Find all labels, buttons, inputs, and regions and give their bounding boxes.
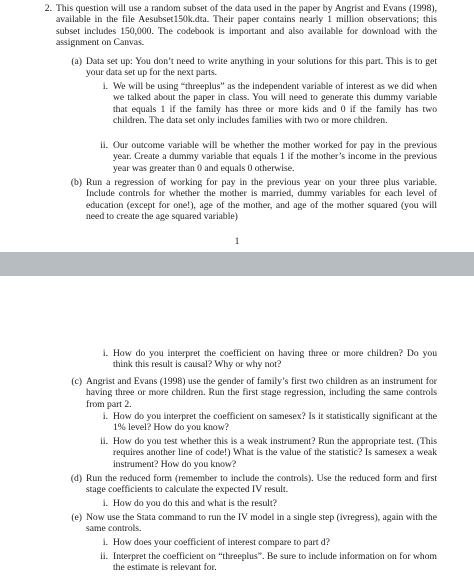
page-separator [0, 252, 474, 276]
part-a-label: (a) [71, 56, 82, 67]
part-c-text: Angrist and Evans (1998) use the gender of family’s first two children as an instrument for having three or more children. Run the first stage regression, including the same controls from part 2. [86, 376, 437, 410]
part-a-ii-text: Our outcome variable will be whether the mother worked for pay in the previous year. Create a dummy variable that equals 1 if the mother’s income in the previous year was greater than 0 and equals 0 otherwise. [113, 140, 437, 174]
part-b-i-text: How do you interpret the coefficient on having three or more children? Do you think this result is causal? Why or why not? [113, 348, 437, 371]
part-b-label: (b) [70, 177, 82, 188]
part-e-ii-text: Interpret the coefficient on “threeplus”. Be sure to include information on for whom the estimate is relevant for. [113, 551, 437, 574]
part-c-ii-text: How do you test whether this is a weak instrument? Run the appropriate test. (This requires another line of code!) What is the value of the statistic? Is samesex a weak instrument? How do you know? [113, 436, 437, 470]
part-e-i-label: i. [102, 537, 108, 548]
part-b-i-label: i. [102, 348, 108, 359]
part-d-label: (d) [70, 473, 82, 484]
part-c-ii-label: ii. [100, 436, 108, 447]
part-c-i-text: How do you interpret the coefficient on samesex? Is it statistically significant at the 1% level? How do you know? [113, 411, 437, 434]
part-e-i-text: How does your coefficient of interest compare to part d? [113, 537, 330, 548]
part-a-ii-label: ii. [100, 140, 108, 151]
document-page-2 [0, 276, 474, 579]
part-e-text: Now use the Stata command to run the IV model in a single step (ivregress), again with the same controls. [86, 512, 437, 535]
part-d-text: Run the reduced form (remember to include the controls). Use the reduced form and first stage coefficients to calculate the expected IV result. [86, 473, 437, 496]
part-b-text: Run a regression of working for pay in the previous year on your three plus variable. Include controls for whether the mother is married, dummy variables for each level of education (except for one!), age of the mother, and age of the mother squared (you will need to create the age squared variable) [86, 177, 437, 222]
part-e-label: (e) [71, 512, 82, 523]
part-d-i-label: i. [102, 498, 108, 509]
document-page-1 [0, 0, 474, 252]
part-c-label: (c) [71, 376, 82, 387]
part-c-i-label: i. [102, 411, 108, 422]
part-e-ii-label: ii. [100, 551, 108, 562]
part-a-i-label: i. [102, 81, 108, 92]
question-number: 2. [44, 3, 52, 14]
part-d-i-text: How do you do this and what is the result? [113, 498, 277, 509]
page-number: 1 [234, 236, 240, 247]
part-a-i-text: We will be using “threeplus” as the independent variable of interest as we did when we talked about the paper in class. You will need to generate this dummy variable that equals 1 if the family has three or more kids and 0 if the family has two children. The data set only includes families with two or more children. [113, 81, 437, 126]
part-a-text: Data set up: You don’t need to write anything in your solutions for this part. This is to get your data set up for the next parts. [86, 56, 437, 79]
question-intro: This question will use a random subset of the data used in the paper by Angrist and Evans (1998), available in the file Aesubset150k.dta. Their paper contains nearly 1 million observations; this subset includes 150,000. The codebook is important and also available for download with the assignment on Canvas. [56, 3, 437, 48]
